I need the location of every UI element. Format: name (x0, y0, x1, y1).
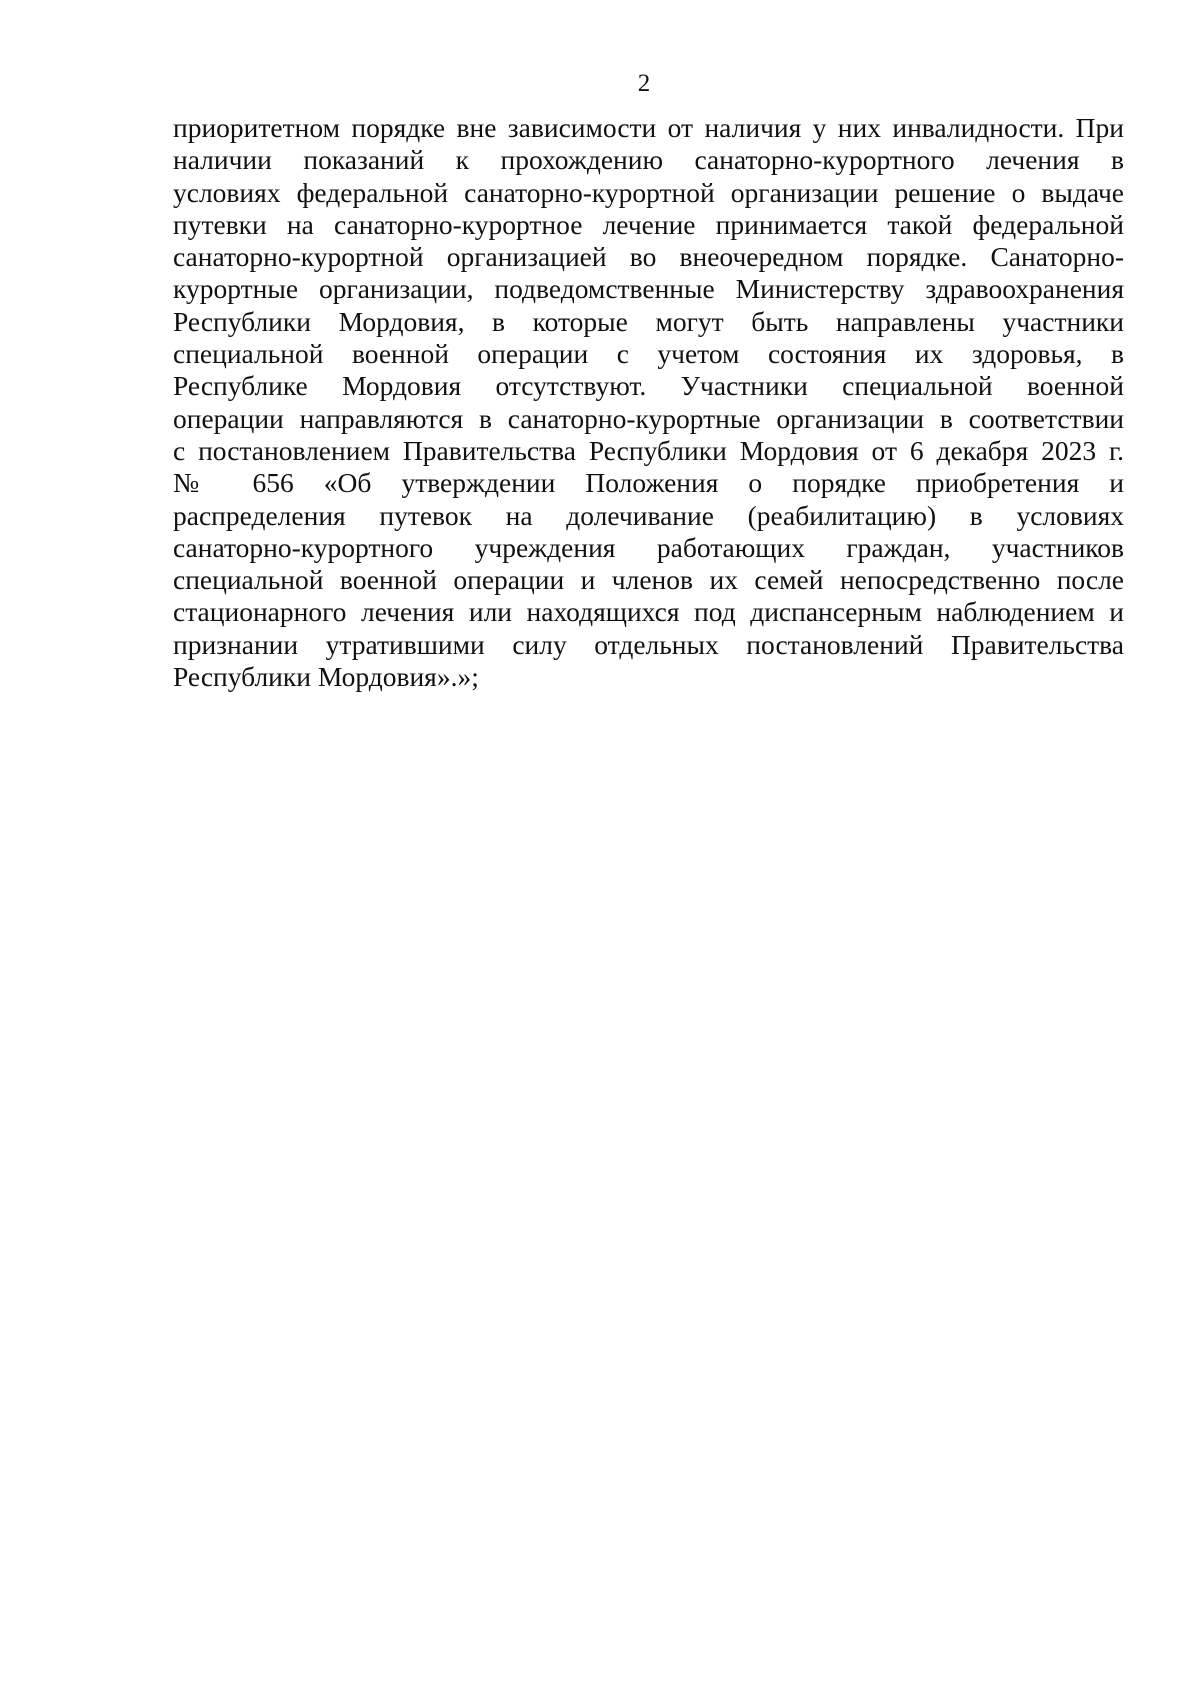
text-line: приоритетном порядке вне зависимости от наличия у них инвалидности. При (173, 112, 1124, 143)
body-paragraph (173, 112, 1124, 693)
text-line: санаторно-курортного учреждения работающих граждан, участников (173, 531, 1124, 563)
text-line: Республики Мордовия».»; (173, 661, 479, 693)
text-line: специальной военной операции с учетом состояния их здоровья, в (173, 338, 1124, 370)
text-line: санаторно-курортной организацией во внеочередном порядке. Санаторно- (173, 241, 1124, 273)
text-line: стационарного лечения или находящихся под диспансерным наблюдением и (173, 596, 1124, 628)
text-line: Республике Мордовия отсутствуют. Участники специальной военной (173, 370, 1124, 402)
text-line: курортные организации, подведомственные Министерству здравоохранения (173, 273, 1124, 305)
text-line: операции направляются в санаторно-курортные организации в соответствии (173, 402, 1124, 434)
text-line: с постановлением Правительства Республики Мордовия от 6 декабря 2023 г. (173, 434, 1124, 466)
text-line: № 656 «Об утверждении Положения о порядке приобретения и (173, 467, 1124, 499)
text-line: Республики Мордовия, в которые могут быть направлены участники (173, 305, 1124, 337)
text-line: условиях федеральной санаторно-курортной организации решение о выдаче (173, 176, 1124, 208)
text-line: распределения путевок на долечивание (реабилитацию) в условиях (173, 499, 1124, 531)
text-line: специальной военной операции и членов их семей непосредственно после (173, 564, 1124, 596)
page-number: 2 (637, 70, 651, 97)
text-line: признании утратившими силу отдельных постановлений Правительства (173, 628, 1124, 660)
text-line: путевки на санаторно-курортное лечение принимается такой федеральной (173, 208, 1124, 240)
text-line: наличии показаний к прохождению санаторно-курортного лечения в (173, 144, 1124, 176)
